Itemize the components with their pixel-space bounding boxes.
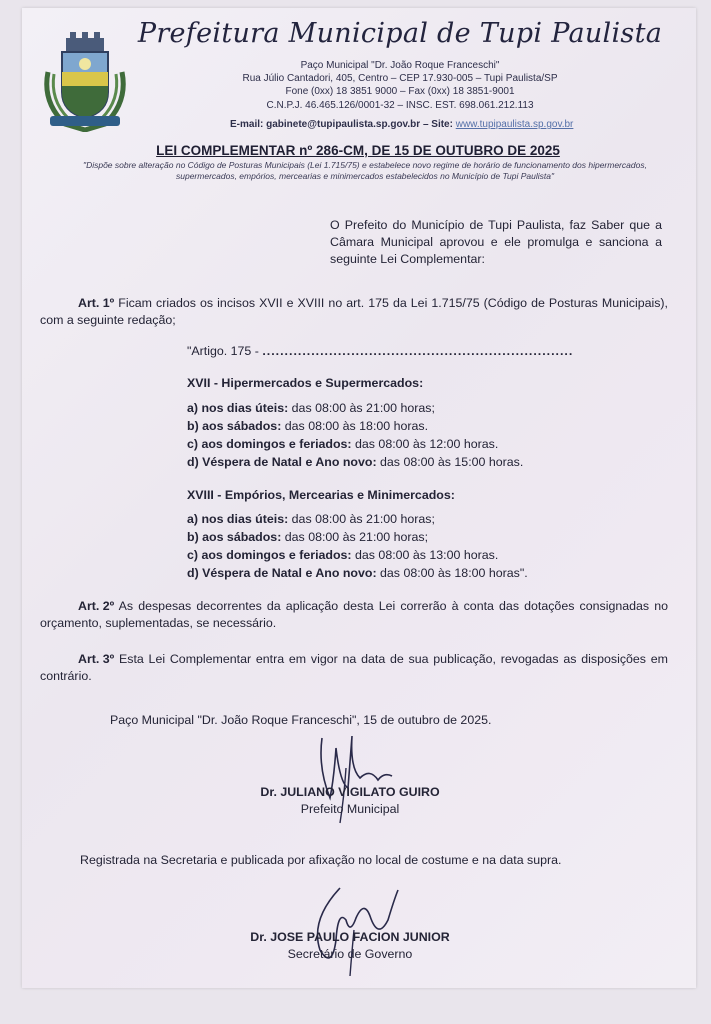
item-label: c) aos domingos e feriados: (187, 548, 352, 562)
list-item (187, 565, 627, 582)
contact-line (230, 119, 573, 130)
article-3-label: Art. 3º (78, 652, 115, 666)
item-label: d) Véspera de Natal e Ano novo: (187, 566, 377, 580)
item-text: das 08:00 às 13:00 horas. (351, 548, 499, 562)
paco-municipal-line: Paço Municipal "Dr. João Roque Franceschi" (300, 60, 500, 71)
phone-line: Fone (0xx) 18 3851 9000 – Fax (0xx) 18 3851-9001 (285, 86, 515, 97)
signatory-1-role: Prefeito Municipal (300, 802, 400, 816)
article-175-label: "Artigo. 175 - (187, 344, 263, 358)
article-3-text: Esta Lei Complementar entra em vigor na data de sua publicação, revogadas as disposições em contrário. (40, 652, 668, 683)
item-label: a) nos dias úteis: (187, 512, 289, 526)
item-label: b) aos sábados: (187, 419, 282, 433)
inciso-18-title: XVIII - Empórios, Mercearias e Minimercados: (187, 488, 455, 502)
item-text: das 08:00 às 12:00 horas. (351, 437, 499, 451)
article-2-label: Art. 2º (78, 599, 115, 613)
registration-note: Registrada na Secretaria e publicada por afixação no local de costume e na data supra. (80, 853, 562, 867)
list-item (187, 529, 627, 546)
article-1-label: Art. 1º (78, 296, 115, 310)
list-item (187, 436, 627, 453)
signatory-1-name: Dr. JULIANO VIGILATO GUIRO (260, 785, 440, 799)
email-address: gabinete@tupipaulista.sp.gov.br (266, 119, 421, 130)
city-hall-title: Prefeitura Municipal de Tupi Paulista (137, 18, 663, 49)
address-line: Rua Júlio Cantadori, 405, Centro – CEP 17.930-005 – Tupi Paulista/SP (242, 73, 558, 84)
item-label: a) nos dias úteis: (187, 401, 289, 415)
item-text: das 08:00 às 21:00 horas; (288, 401, 435, 415)
inciso-17-title: XVII - Hipermercados e Supermercados: (187, 376, 424, 390)
article-1-text: Ficam criados os incisos XVII e XVIII no art. 175 da Lei 1.715/75 (Código de Posturas Municipais), com a seguinte redação; (40, 296, 668, 327)
municipal-crest-icon (40, 32, 130, 132)
list-item (187, 400, 627, 417)
item-label: c) aos domingos e feriados: (187, 437, 352, 451)
list-item (187, 418, 627, 435)
item-text: das 08:00 às 21:00 horas; (288, 512, 435, 526)
item-text: das 08:00 às 21:00 horas; (281, 530, 429, 544)
law-summary: "Dispõe sobre alteração no Código de Posturas Municipais (Lei 1.715/75) e estabelece novo regime de horário de funcionamento dos hipermercados, supermercados, empórios, mercearias e minimercados estabelecidos no Município de Tupi Paulista" (83, 160, 647, 181)
article-3 (40, 651, 668, 685)
site-link[interactable]: www.tupipaulista.sp.gov.br (455, 119, 574, 130)
signatory-2-role: Secretário de Governo (287, 947, 413, 961)
list-item (187, 547, 627, 564)
law-title: LEI COMPLEMENTAR nº 286-CM, DE 15 DE OUTUBRO DE 2025 (156, 143, 560, 158)
item-text: das 08:00 às 15:00 horas. (376, 455, 524, 469)
list-item (187, 454, 627, 471)
cnpj-line: C.N.P.J. 46.465.126/0001-32 – INSC. EST. 698.061.212.113 (266, 100, 534, 111)
preamble: O Prefeito do Município de Tupi Paulista, faz Saber que a Câmara Municipal aprovou e ele promulga e sanciona a seguinte Lei Complementar: (330, 218, 662, 266)
signatory-2-name: Dr. JOSE PAULO FACION JUNIOR (250, 930, 450, 944)
email-label: E-mail: (230, 119, 264, 130)
article-175-reference (187, 343, 642, 360)
item-text: das 08:00 às 18:00 horas". (376, 566, 528, 580)
article-2 (40, 598, 668, 632)
article-1 (40, 295, 668, 329)
item-label: b) aos sábados: (187, 530, 282, 544)
item-text: das 08:00 às 18:00 horas. (281, 419, 429, 433)
site-label: – Site: (422, 119, 453, 130)
article-2-text: As despesas decorrentes da aplicação desta Lei correrão à conta das dotações consignadas no orçamento, suplementadas, se necessário. (40, 599, 668, 630)
list-item (187, 511, 627, 528)
closing-date-line: Paço Municipal "Dr. João Roque Franceschi", 15 de outubro de 2025. (110, 713, 492, 727)
item-label: d) Véspera de Natal e Ano novo: (187, 455, 377, 469)
dotted-leader: ...................................................................... (262, 344, 574, 358)
